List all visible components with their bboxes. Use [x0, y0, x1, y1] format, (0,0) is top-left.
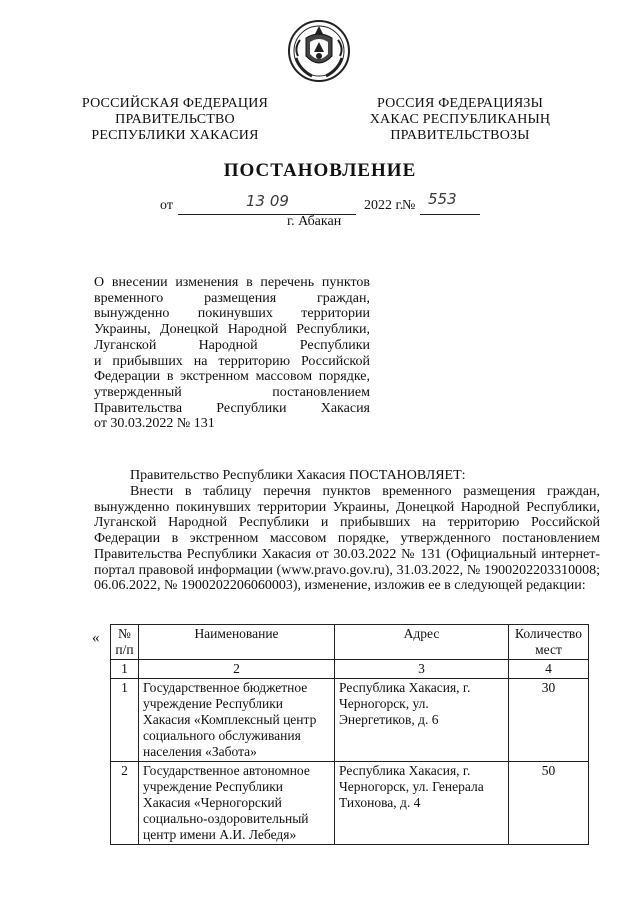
body-paragraph: Внести в таблицу перечня пунктов временного размещения граждан, вынужденно покинувших территории Украины, Донецкой Народной Республики, Луганской Народной Республики и прибывших на территорию Российской Федерации в экстренном массовом порядке, утвержденного постановлением Правительства Республики Хакасия от 30.03.2022 № 131 (Официальный интернет-портал правовой информации (www.pravo.gov.ru), 31.03.2022, № 1900202203310008; 06.06.2022, № 1900202206060003), изменение, изложив ее в следующей редакции:: [94, 484, 600, 594]
document-title: ПОСТАНОВЛЕНИЕ: [223, 160, 417, 181]
date-from-label: от: [160, 198, 173, 213]
header-left-line: РОССИЙСКАЯ ФЕДЕРАЦИЯ: [81, 96, 269, 111]
row-num: 2: [111, 762, 139, 845]
row-name: Государственное бюджетное учреждение Республики Хакасия «Комплексный центр социального обслуживания населения «Забота»: [139, 679, 335, 762]
row-address: Республика Хакасия, г. Черногорск, ул. Энергетиков, д. 6: [335, 679, 509, 762]
number-label: №: [402, 198, 416, 213]
colnum-cell: 1: [111, 660, 139, 679]
header-left-line: ПРАВИТЕЛЬСТВО: [115, 112, 235, 127]
date-year: 2022 г.: [364, 198, 404, 213]
subject-line: О внесении изменения в перечень пунктов: [94, 275, 370, 290]
subject-line: Луганской Народной Республики: [94, 337, 370, 353]
header-left: [80, 96, 270, 144]
row-places: 30: [509, 679, 589, 762]
city: г. Абакан: [287, 214, 342, 229]
row-address: Республика Хакасия, г. Черногорск, ул. Генерала Тихонова, д. 4: [335, 762, 509, 845]
subject-line: Украины, Донецкой Народной Республики,: [94, 322, 370, 338]
shelter-table: [110, 624, 589, 845]
subject-block: [94, 275, 370, 432]
subject-line: от 30.03.2022 № 131: [94, 416, 215, 432]
subject-line: и прибывших на территорию Российской: [94, 353, 370, 369]
table-colnum-row: [111, 660, 589, 679]
subject-line: Федерации в экстренном массовом порядке,: [94, 369, 370, 385]
row-num: 1: [111, 679, 139, 762]
decree-line: Правительство Республики Хакасия ПОСТАНОВЛЯЕТ:: [130, 468, 466, 483]
table-header-row: [111, 625, 589, 660]
table-row: [111, 762, 589, 845]
colnum-cell: 3: [335, 660, 509, 679]
header-num: № п/п: [111, 625, 139, 660]
header-name: Наименование: [139, 625, 335, 660]
table-row: [111, 679, 589, 762]
handwritten-number: 553: [428, 190, 457, 208]
header-places: Количество мест: [509, 625, 589, 660]
header-left-line: РЕСПУБЛИКИ ХАКАСИЯ: [91, 128, 259, 143]
subject-line: временного размещения граждан,: [94, 290, 370, 306]
handwritten-date: 13 09: [246, 192, 289, 210]
header-right-line: ХАКАС РЕСПУБЛИКАНЫҢ: [369, 112, 551, 127]
header-right: [360, 96, 560, 144]
subject-line: вынужденно покинувших территории: [94, 306, 370, 322]
header-right-line: РОССИЯ ФЕДЕРАЦИЯЗЫ: [376, 96, 544, 111]
row-places: 50: [509, 762, 589, 845]
header-address: Адрес: [335, 625, 509, 660]
subject-line: Правительства Республики Хакасия: [94, 400, 370, 416]
colnum-cell: 4: [509, 660, 589, 679]
row-name: Государственное автономное учреждение Республики Хакасия «Черногорский социально-оздоровительный центр имени А.И. Лебедя»: [139, 762, 335, 845]
subject-line: утвержденный постановлением: [94, 384, 370, 400]
header-right-line: ПРАВИТЕЛЬСТВОЗЫ: [390, 128, 530, 143]
coat-of-arms-icon: [286, 18, 352, 84]
open-quote: «: [92, 630, 100, 646]
colnum-cell: 2: [139, 660, 335, 679]
